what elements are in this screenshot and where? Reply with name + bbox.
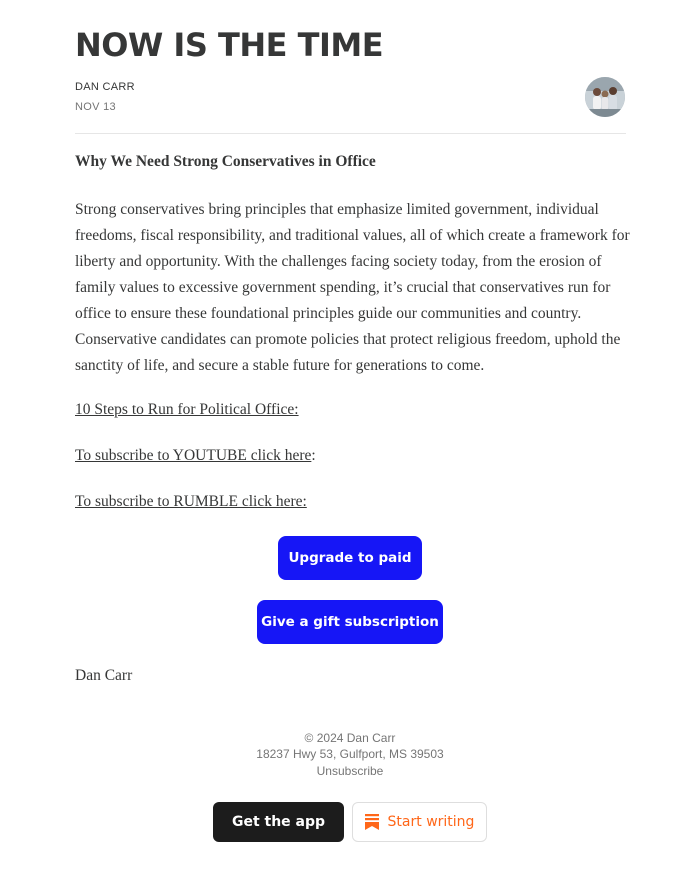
body-paragraph: Strong conservatives bring principles that emphasize limited government, individual freedoms, fiscal responsibility, and traditional values, all of which create a framework for liberty and opportunity. With the challenges facing society today, from the erosion of family values to excessive government spending, it’s crucial that conservatives run for office to ensure these foundational principles guide our communities and country. Conservative candidates can promote policies that protect religious freedom, uphold the sanctity of life, and secure a stable future for generations to come.	[75, 201, 630, 374]
run-for-office-link[interactable]: 10 Steps to Run for Political Office:	[75, 401, 299, 418]
avatar-photo-icon	[585, 77, 625, 117]
header-divider	[75, 133, 626, 134]
start-writing-label: Start writing	[387, 814, 475, 830]
post-title: NOW IS THE TIME	[75, 26, 384, 64]
steps-link-line	[75, 401, 299, 419]
unsubscribe-link[interactable]: Unsubscribe	[316, 764, 384, 778]
rumble-subscribe-link[interactable]: To subscribe to RUMBLE click here:	[75, 493, 307, 510]
post-date: NOV 13	[75, 101, 116, 113]
footer-copyright: © 2024 Dan Carr	[304, 731, 396, 745]
author-name[interactable]: DAN CARR	[75, 81, 135, 93]
bookmark-stack-icon	[365, 814, 379, 830]
footer-unsubscribe-line	[0, 764, 700, 778]
rumble-link-line	[75, 493, 307, 511]
youtube-link-suffix: :	[311, 447, 316, 464]
footer-address: 18237 Hwy 53, Gulfport, MS 39503	[256, 747, 444, 761]
get-the-app-button[interactable]: Get the app	[213, 802, 344, 842]
gift-subscription-button[interactable]: Give a gift subscription	[257, 600, 443, 644]
upgrade-to-paid-button[interactable]: Upgrade to paid	[278, 536, 422, 580]
signature: Dan Carr	[75, 667, 133, 684]
section-heading: Why We Need Strong Conservatives in Office	[75, 153, 376, 170]
youtube-link-line	[75, 447, 316, 465]
author-avatar[interactable]	[585, 77, 625, 117]
start-writing-button[interactable]	[352, 802, 487, 842]
youtube-subscribe-link[interactable]: To subscribe to YOUTUBE click here	[75, 447, 312, 464]
